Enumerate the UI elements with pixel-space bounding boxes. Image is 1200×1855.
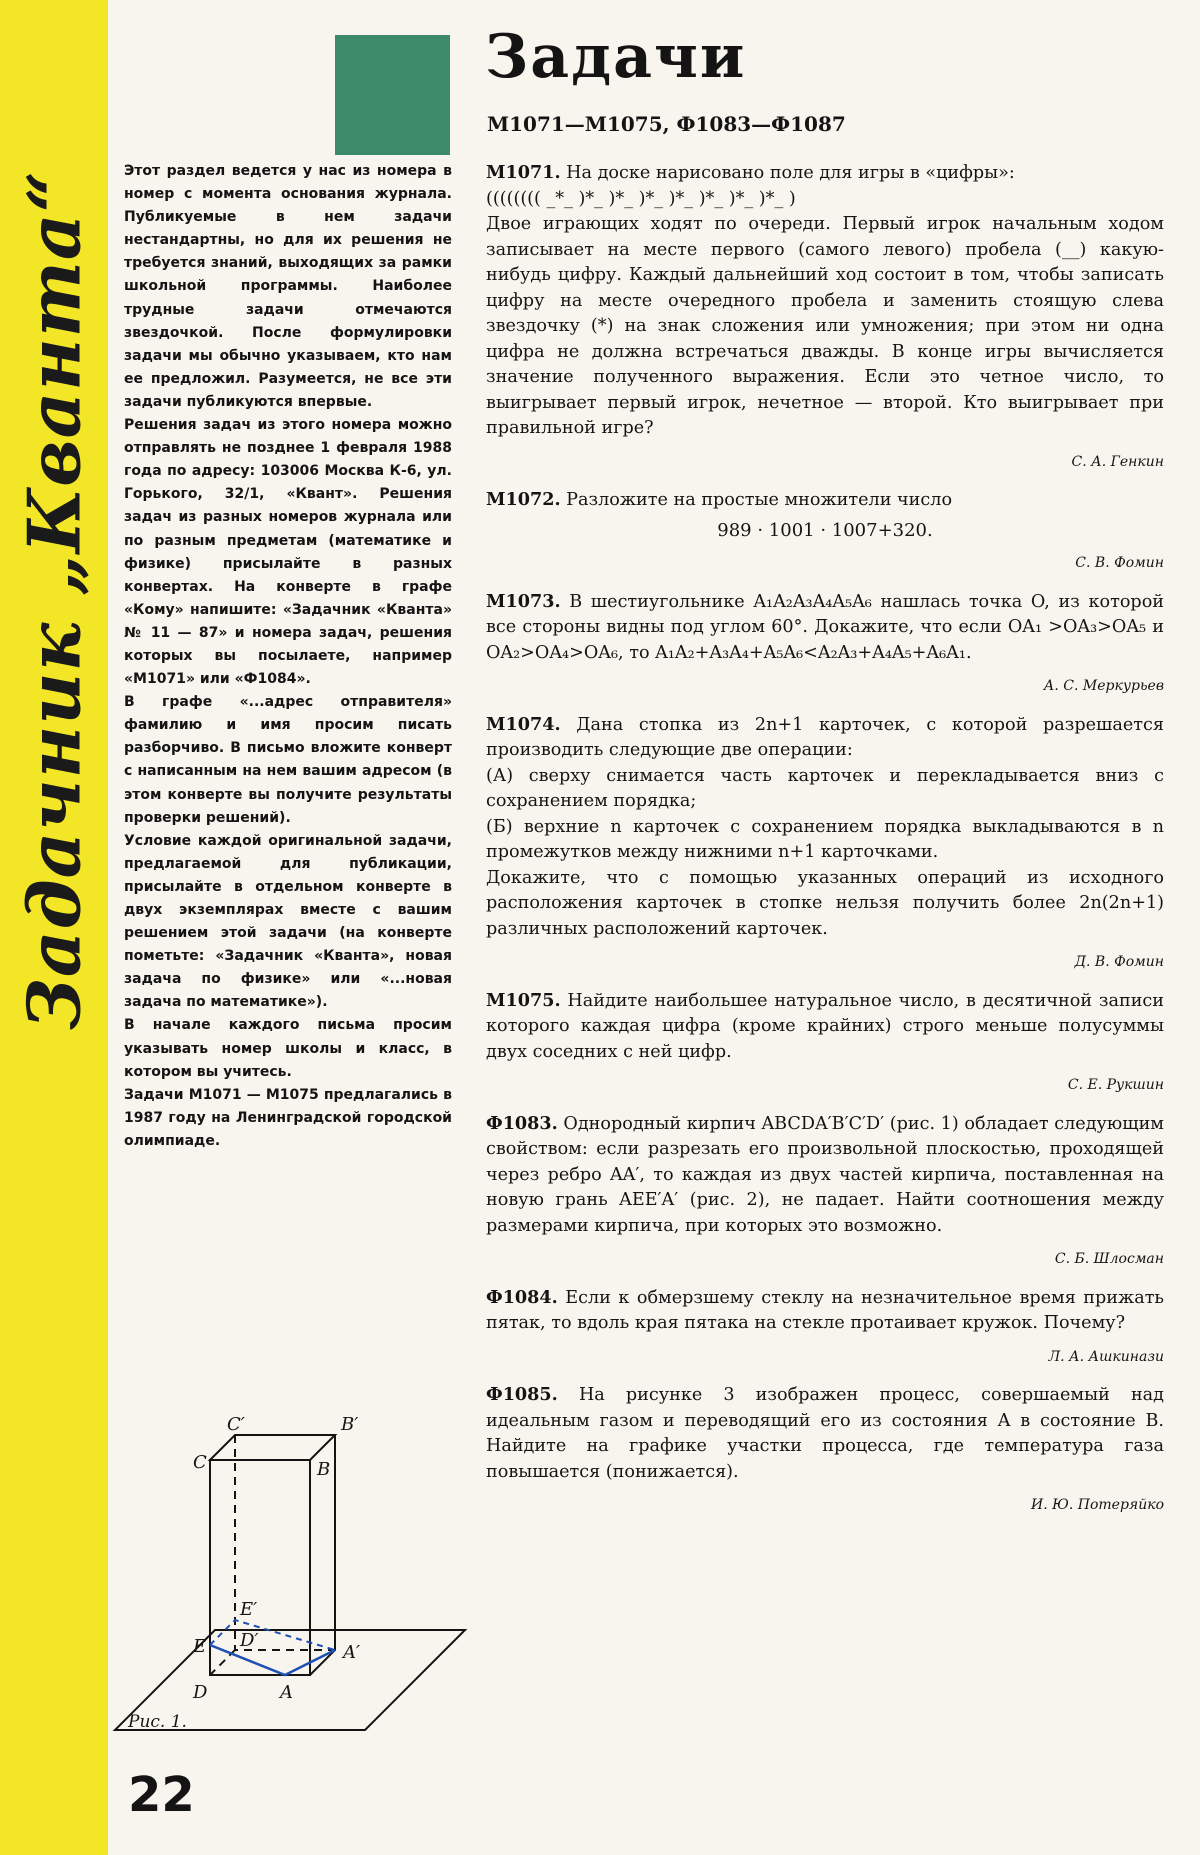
brick-top-face [210, 1435, 335, 1460]
problem-m1072 [486, 487, 1164, 577]
problem-f1085 [486, 1382, 1164, 1519]
problem-number: Ф1085. [486, 1384, 558, 1405]
figure-caption: Рис. 1. [128, 1712, 187, 1732]
problem-author: А. С. Меркурьев [1043, 678, 1164, 694]
problem-number: М1071. [486, 162, 561, 183]
intro-paragraph: Этот раздел ведется у нас из номера в номер с момента основания журнала. Публикуемые в нем задачи нестандартны, но для их решения не требуется знаний, выходящих за рамки школьной программы. Наиболее трудные задачи отмечаются звездочкой. После формулировки задачи мы обычно указываем, кто нам ее предложил. Разумеется, не все эти задачи публикуются впервые. [124, 163, 452, 410]
problem-text: На рисунке 3 изображен процесс, совершаемый над идеальным газом и переводящий его из состояния A в состояние B. Найдите на графике участки процесса, где температура газа повышается (понижается). [486, 1385, 1165, 1482]
problem-number: М1072. [486, 489, 561, 510]
page-number: 22 [128, 1767, 195, 1823]
intro-column [124, 160, 452, 1153]
brick-front-face [210, 1460, 310, 1675]
intro-paragraph: Условие каждой оригинальной задачи, предлагаемой для публикации, присылайте в отдельном конверте в двух экземплярах вместе с вашим решением этой задачи (на конверте пометьте: «Задачник «Кванта», новая задача по физике» или «...новая задача по математике»). [124, 832, 452, 1011]
problem-number: М1075. [486, 989, 561, 1011]
vertex-label: D′ [240, 1630, 259, 1651]
problem-text: Дана стопка из 2n+1 карточек, с которой разрешается производить следующие две операции: [486, 714, 1164, 760]
vertex-label: C [193, 1452, 207, 1473]
problem-f1083 [486, 1111, 1164, 1273]
problem-m1074 [486, 712, 1164, 976]
problem-text: Разложите на простые множители число [566, 490, 953, 510]
problem-m1073 [486, 589, 1164, 700]
problem-author: Д. В. Фомин [1074, 954, 1164, 970]
page-title: Задачи [485, 22, 747, 92]
problem-item: (Б) верхние n карточек с сохранением порядка выкладываются в n промежутков между нижними n+1 карточками. [486, 816, 1164, 862]
vertex-label: B′ [341, 1414, 359, 1435]
section-title-vertical: Задачник „Кванта“ [11, 170, 97, 1030]
intro-paragraph: В графе «...адрес отправителя» фамилию и имя просим писать разборчиво. В письмо вложите конверт с написанным на нем вашим адресом (в этом конверте вы получите результаты проверки решений). [124, 694, 452, 826]
section-line-dashed [210, 1620, 335, 1650]
problem-formula: 989 · 1001 · 1007+320. [717, 519, 933, 541]
brick-figure [105, 1414, 475, 1730]
vertex-label: D [193, 1682, 208, 1703]
problem-author: С. Е. Рукшин [1067, 1077, 1164, 1093]
problem-m1075 [486, 988, 1164, 1099]
problem-range-subtitle: М1071—М1075, Ф1083—Ф1087 [487, 112, 846, 136]
intro-paragraph: Задачи М1071 — М1075 предлагались в 1987 году на Ленинградской городской олимпиаде. [124, 1086, 452, 1149]
problem-number: Ф1083. [486, 1112, 558, 1134]
problem-f1084 [486, 1285, 1164, 1371]
problems-column [486, 160, 1164, 1531]
problem-author: С. А. Генкин [1071, 453, 1164, 470]
vertex-label: A′ [343, 1642, 361, 1663]
problem-m1071 [486, 160, 1164, 475]
problem-text: В шестиугольнике A₁A₂A₃A₄A₅A₆ нашлась точка O, из которой все стороны видны под углом 60°. Докажите, что если OA₁ >OA₃>OA₅ и OA₂>OA₄>OA₆, то A₁A₂+A₃A₄+A₅A₆<A₂A₃+A₄A₅+A₆A₁. [486, 591, 1165, 663]
problem-author: И. Ю. Потеряйко [1031, 1497, 1164, 1513]
problem-text: На доске нарисовано поле для игры в «цифры»: [566, 163, 1015, 183]
problem-author: С. Б. Шлосман [1054, 1251, 1164, 1267]
decorative-side-strip [0, 0, 108, 1855]
problem-text: Двое играющих ходят по очереди. Первый игрок начальным ходом записывает на месте первого (самого левого) пробела (__) какую-нибудь цифру. Каждый дальнейший ход состоит в том, чтобы записать цифру на месте очередного пробела и заменить стоящую слева звездочку (*) на знак сложения или умножения; при этом ни одна цифра не должна встречаться дважды. В конце игры вычисляется значение полученного выражения. Если это четное число, то выигрывает первый игрок, нечетное — второй. Кто выигрывает при правильной игре? [486, 214, 1164, 438]
problem-author: С. В. Фомин [1075, 555, 1164, 571]
problem-text: Однородный кирпич ABCDA′B′C′D′ (рис. 1) обладает следующим свойством: если разрезать его произвольной плоскостью, проходящей через ребро AA′, то каждая из двух частей кирпича, поставленная на новую грань AEE′A′ (рис. 2), не падает. Найти соотношения между размерами кирпича, при которых это возможно. [486, 1113, 1164, 1236]
vertex-label: E′ [240, 1599, 258, 1620]
problem-formula: (((((((( _*_ )*_ )*_ )*_ )*_ )*_ )*_ )*_ ) [486, 188, 796, 209]
vertex-label: E [193, 1636, 207, 1657]
problem-author: Л. А. Ашкинази [1048, 1348, 1164, 1365]
vertex-label: A [280, 1682, 293, 1703]
vertex-label: C′ [227, 1414, 245, 1435]
problem-number: М1073. [486, 590, 561, 612]
problem-text: Если к обмерзшему стеклу на незначительное время прижать пятак, то вдоль края пятака на стекле протаивает кружок. Почему? [486, 1287, 1165, 1333]
problem-item: (А) сверху снимается часть карточек и перекладывается вниз с сохранением порядка; [486, 765, 1164, 811]
problem-text: Найдите наибольшее натуральное число, в десятичной записи которого каждая цифра (кроме крайних) строго меньше полусуммы двух соседних с ней цифр. [486, 990, 1164, 1062]
problem-number: Ф1084. [486, 1286, 558, 1308]
problem-item: Докажите, что с помощью указанных операций из исходного расположения карточек в стопке нельзя получить более 2n(2n+1) различных расположений карточек. [486, 867, 1164, 939]
accent-square [335, 35, 450, 155]
problem-number: М1074. [486, 713, 561, 735]
vertex-label: B [317, 1459, 331, 1480]
intro-paragraph: Решения задач из этого номера можно отправлять не позднее 1 февраля 1988 года по адресу: 103006 Москва К-6, ул. Горького, 32/1, «Квант». Решения задач из разных номеров журнала или по разным предметам (математике и физике) присылайте в разных конвертах. На конверте в графе «Кому» напишите: «Задачник «Кванта» № 11 — 87» и номера задач, решения которых вы посылаете, например «М1071» или «Ф1084». [124, 417, 452, 688]
intro-paragraph: В начале каждого письма просим указывать номер школы и класс, в котором вы учитесь. [124, 1017, 452, 1080]
